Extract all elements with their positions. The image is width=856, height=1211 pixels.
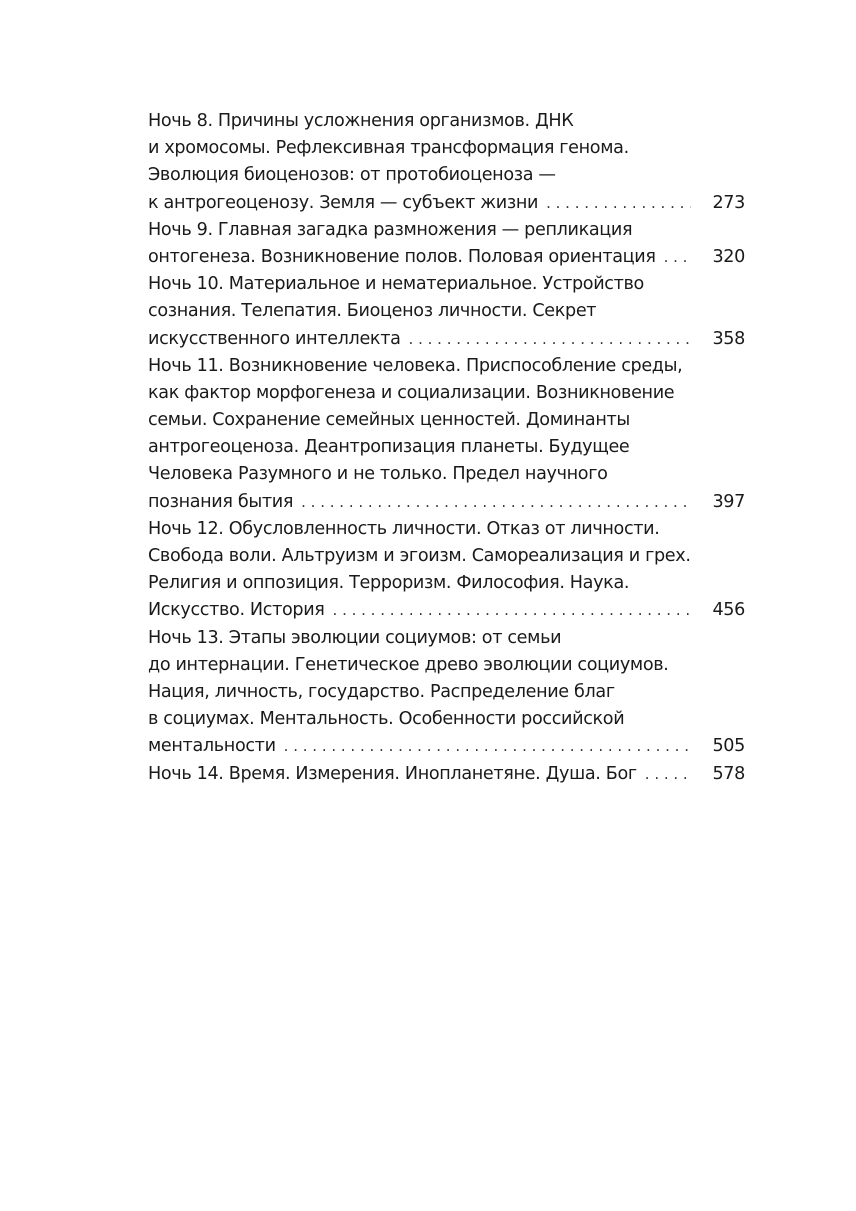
page-number: 358: [712, 328, 745, 349]
toc-entry-line: познания бытия: [148, 491, 294, 512]
toc-entry-night-13[interactable]: [148, 625, 745, 761]
toc-entry-last-line: [148, 733, 745, 760]
toc-entry-last-line: [148, 244, 745, 271]
toc-entry-line: сознания. Телепатия. Биоценоз личности. Секрет: [148, 301, 597, 322]
dot-leader: [284, 733, 691, 760]
toc-entry-line: Ночь 8. Причины усложнения организмов. ДНК: [148, 111, 574, 131]
toc-entry-last-line: [148, 326, 745, 353]
table-of-contents: [148, 108, 745, 788]
dot-leader: [301, 489, 691, 516]
toc-entry-line: Религия и оппозиция. Терроризм. Философия. Наука.: [148, 573, 630, 594]
toc-entry-line: Свобода воли. Альтруизм и эгоизм. Самореализация и грех.: [148, 546, 691, 566]
dot-leader: [546, 190, 691, 217]
dot-leader: [645, 761, 691, 788]
toc-entry-last-line: [148, 190, 745, 217]
toc-entry-line: антрогеоценоза. Деантропизация планеты. Будущее: [148, 437, 630, 458]
toc-entry-line: ментальности: [148, 736, 276, 757]
toc-entry-line: семьи. Сохранение семейных ценностей. Доминанты: [148, 410, 630, 431]
toc-entry-last-line: [148, 489, 745, 516]
toc-entry-line: Ночь 10. Материальное и нематериальное. Устройство: [148, 274, 644, 295]
toc-entry-line: и хромосомы. Рефлексивная трансформация генома.: [148, 138, 629, 159]
toc-entry-line: искусственного интеллекта: [148, 328, 401, 349]
toc-entry-line: в социумах. Ментальность. Особенности российской: [148, 709, 625, 730]
toc-entry-line: Ночь 9. Главная загадка размножения — репликация: [148, 219, 633, 240]
toc-entry-night-11[interactable]: [148, 353, 745, 516]
toc-entry-line: Человека Разумного и не только. Предел научного: [148, 464, 608, 485]
toc-entry-line: Эволюция биоценозов: от протобиоценоза —: [148, 165, 556, 186]
toc-entry-night-9[interactable]: [148, 217, 745, 271]
toc-entry-line: как фактор морфогенеза и социализации. Возникновение: [148, 382, 675, 403]
page-number: 578: [712, 763, 745, 784]
toc-entry-line: Нация, личность, государство. Распределение благ: [148, 681, 615, 702]
toc-entry-last-line: [148, 761, 745, 788]
toc-entry-night-10[interactable]: [148, 271, 745, 353]
toc-entry-night-14[interactable]: [148, 761, 745, 788]
toc-entry-last-line: [148, 597, 745, 624]
page-number: 397: [712, 491, 745, 512]
page-number: 320: [712, 246, 745, 267]
toc-entry-line: до интернации. Генетическое древо эволюции социумов.: [148, 654, 669, 675]
page-number: 505: [712, 736, 745, 757]
toc-entry-night-12[interactable]: [148, 516, 745, 625]
toc-entry-line: Ночь 12. Обусловленность личности. Отказ от личности.: [148, 518, 660, 539]
toc-entry-line: Ночь 11. Возникновение человека. Приспособление среды,: [148, 355, 683, 376]
dot-leader: [333, 597, 691, 624]
toc-entry-night-8[interactable]: [148, 108, 745, 217]
toc-entry-line: онтогенеза. Возникновение полов. Половая ориентация: [148, 246, 656, 267]
toc-entry-line: Искусство. История: [148, 600, 325, 621]
dot-leader: [409, 326, 691, 353]
toc-entry-line: к антрогеоценозу. Земля — субъект жизни: [148, 192, 539, 213]
page-number: 456: [712, 600, 745, 621]
dot-leader: [664, 244, 691, 271]
page-number: 273: [712, 192, 745, 213]
toc-entry-line: Ночь 14. Время. Измерения. Инопланетяне. Душа. Бог: [148, 763, 637, 784]
toc-entry-line: Ночь 13. Этапы эволюции социумов: от семьи: [148, 627, 562, 648]
